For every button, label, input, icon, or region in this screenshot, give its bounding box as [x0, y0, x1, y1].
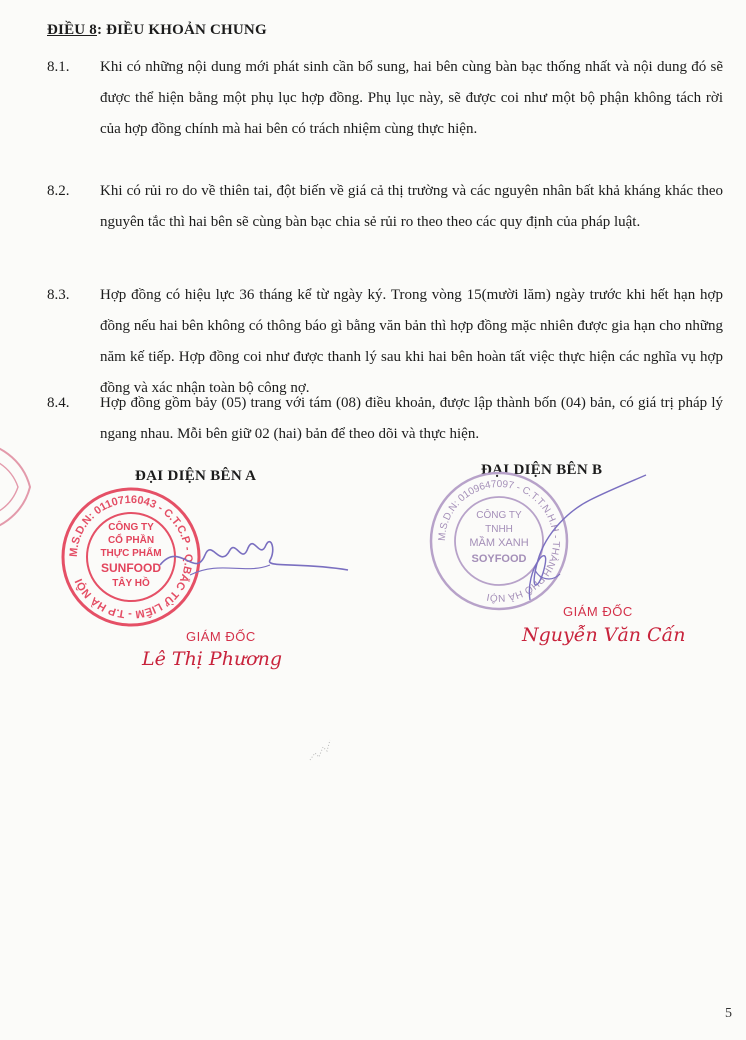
- party-b-name: Nguyễn Văn Cấn: [522, 624, 686, 646]
- stamp-line: CÔNG TY: [108, 522, 154, 533]
- article-number: ĐIỀU 8: [47, 22, 97, 38]
- stamp-line: TÂY HỒ: [112, 578, 150, 589]
- clause-number: 8.4.: [47, 395, 70, 411]
- stamp-line: SUNFOOD: [101, 561, 161, 575]
- article-title: : ĐIỀU KHOẢN CHUNG: [96, 22, 267, 38]
- stamp-line: CỔ PHẦN: [107, 535, 155, 546]
- party-a-signature-scribble: [150, 520, 350, 590]
- stamp-line: TNHH: [485, 524, 513, 535]
- partial-edge-stamp: [0, 432, 36, 542]
- stamp-line: MẦM XANH: [469, 537, 529, 549]
- clause-text: Khi có những nội dung mới phát sinh cần bổ sung, hai bên cùng bàn bạc thống nhất và nội dung đó sẽ được thể hiện bằng một phụ lục hợp đồng. Phụ lục này, sẽ được coi như một bộ phận không tách rời của hợp đồng chính mà hai bên có trách nhiệm cùng thực hiện.: [100, 59, 723, 137]
- clause-8-1: [47, 52, 723, 145]
- stamp-line: CÔNG TY: [476, 510, 522, 521]
- clause-text: Hợp đồng có hiệu lực 36 tháng kể từ ngày ký. Trong vòng 15(mười lăm) ngày trước khi hết hạn hợp đồng nếu hai bên không có thông báo gì bằng văn bản thì hợp đồng mặc nhiên được gia hạn cho những năm kế tiếp. Hợp đồng coi như được thanh lý sau khi hai bên hoàn tất việc thực hiện các nghĩa vụ hợp đồng và xác nhận toàn bộ công nợ.: [100, 287, 723, 396]
- party-a-role: GIÁM ĐỐC: [186, 629, 256, 644]
- scan-speck: [305, 735, 335, 765]
- clause-8-3: [47, 280, 723, 404]
- clause-8-2: [47, 176, 723, 238]
- clause-8-4: [47, 388, 723, 450]
- stamp-line: THỰC PHẨM: [100, 548, 162, 559]
- stamp-line: SOYFOOD: [471, 553, 527, 565]
- clause-number: 8.2.: [47, 183, 70, 199]
- stamp-ring-text: M.S.D.N: 0110716043 - C.T.C.P - Q.BẮC TỪ LIÊM - T.P HÀ NỘI: [67, 493, 195, 621]
- party-b-role: GIÁM ĐỐC: [563, 604, 633, 619]
- clause-text: Hợp đồng gồm bảy (05) trang với tám (08) điều khoản, được lập thành bốn (04) bản, có giá trị pháp lý ngang nhau. Mỗi bên giữ 02 (hai) bản để theo dõi và thực hiện.: [100, 395, 723, 442]
- stamp-ring-text: M.S.D.N: 0109647097 - C.T.T.N.H.H - THÀNH PHỐ HÀ NỘI: [436, 478, 562, 604]
- party-a-name: Lê Thị Phương: [142, 648, 283, 670]
- page-number: 5: [725, 1006, 732, 1021]
- clause-number: 8.1.: [47, 59, 70, 75]
- clause-text: Khi có rủi ro do về thiên tai, đột biến về giá cả thị trường và các nguyên nhân bất khả kháng khác theo nguyên tắc thì hai bên sẽ cùng bàn bạc chia sẻ rủi ro theo theo các quy định của pháp luật.: [100, 183, 723, 230]
- article-heading: [47, 22, 267, 39]
- party-a-title: ĐẠI DIỆN BÊN A: [135, 468, 257, 484]
- clause-number: 8.3.: [47, 287, 70, 303]
- party-b-signature-scribble: [480, 470, 650, 610]
- party-b-title: ĐẠI DIỆN BÊN B: [481, 462, 603, 478]
